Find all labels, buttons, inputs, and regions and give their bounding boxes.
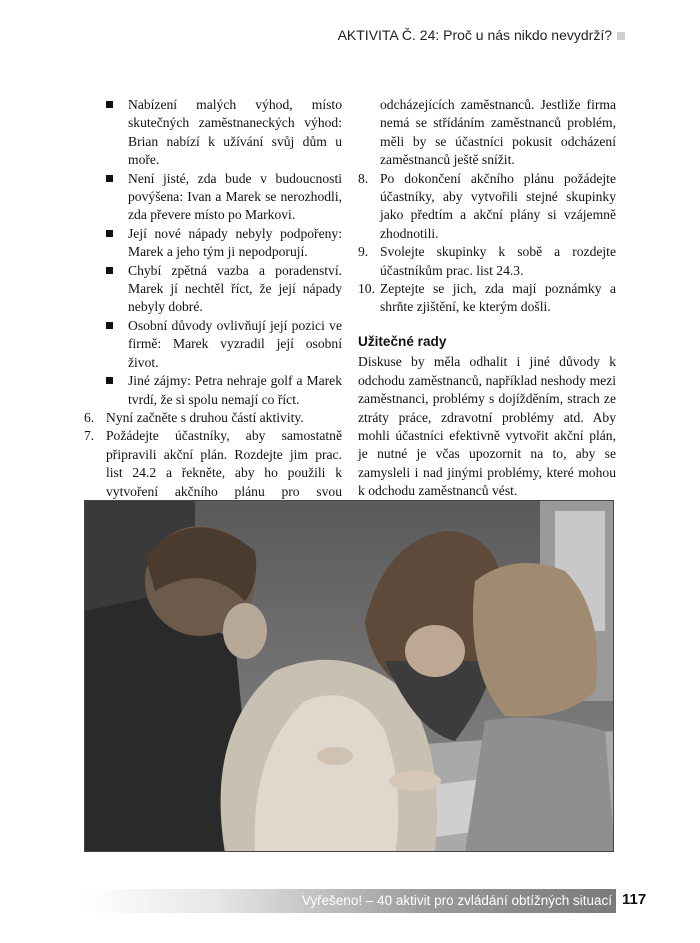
- bullet-list: [84, 96, 342, 409]
- header-square-icon: [617, 32, 625, 40]
- running-header: AKTIVITA Č. 24: Proč u nás nikdo nevydrží?: [337, 27, 612, 43]
- step-text: Po dokončení akčního plánu požádejte účastníky, aby vytvořili stejné skupinky jako předtím a akční plány si vzájemně zhodnotili.: [380, 170, 616, 241]
- numbered-step-6: [84, 409, 342, 427]
- step-number: 9.: [358, 244, 369, 260]
- footer-book-title: Vyřešeno! – 40 aktivit pro zvládání obtížných situací: [301, 893, 612, 908]
- left-column: [84, 96, 342, 538]
- list-item: Osobní důvody ovlivňují její pozici ve firmě: Marek vyzradil její osobní život.: [84, 317, 342, 372]
- step-7-continuation: odcházejících zaměstnanců. Jestliže firma nemá se střídáním zaměstnanců problém, měli by se účastníci pokusit odcházení zaměstnanců ještě snížit.: [380, 97, 616, 168]
- numbered-step-10: [358, 280, 616, 317]
- list-item: Jiné zájmy: Petra nehraje golf a Marek tvrdí, že si spolu nemají co říct.: [84, 372, 342, 409]
- section-heading: Užitečné rady: [358, 333, 447, 349]
- step-text: Zeptejte se jich, zda mají poznámky a shrňte zjištění, ke kterým došli.: [380, 281, 616, 315]
- bullet-square-icon: [106, 322, 113, 329]
- list-item: Není jisté, zda bude v budoucnosti povýšena: Ivan a Marek se nerozhodli, zda převere místo po Markovi.: [84, 170, 342, 225]
- bullet-square-icon: [106, 101, 113, 108]
- numbered-step-9: [358, 243, 616, 280]
- group-photo: [84, 500, 614, 852]
- bullet-square-icon: [106, 175, 113, 182]
- bullet-square-icon: [106, 377, 113, 384]
- step-number: 8.: [358, 170, 369, 186]
- list-item: Její nové nápady nebyly podpořeny: Marek a jeho tým ji nepodporují.: [84, 225, 342, 262]
- step-text: Svolejte skupinky k sobě a rozdejte účastníkům prac. list 24.3.: [380, 244, 616, 278]
- step-text: Požádejte účastníky, aby samostatně připravili akční plán. Rozdejte jim prac. list 24.2 a řekněte, aby ho použili k vytvoření akčního plánu pro svou: [106, 428, 342, 499]
- page-number: 117: [622, 891, 647, 908]
- bullet-square-icon: [106, 230, 113, 237]
- step-number: 10.: [358, 281, 375, 297]
- numbered-step-8: [358, 170, 616, 244]
- list-item: Chybí zpětná vazba a poradenství. Marek jí nechtěl říct, že její nápady nebyly dobré.: [84, 262, 342, 317]
- bullet-square-icon: [106, 267, 113, 274]
- step-text: Nyní začněte s druhou částí aktivity.: [106, 409, 304, 425]
- list-item: Nabízení malých výhod, místo skutečných zaměstnaneckých výhod: Brian nabízí k užívání svůj dům u moře.: [84, 96, 342, 170]
- step-number: 6.: [84, 409, 95, 425]
- right-column: [358, 96, 616, 501]
- step-number: 7.: [84, 428, 95, 444]
- section-paragraph: Diskuse by měla odhalit i jiné důvody k odchodu zaměstnanců, například neshody mezi zaměstnanci, problémy s dojížděním, strach ze ztráty práce, zdravotní problémy atd. Aby mohli účastníci efektivně vytvořit akční plán, je nutné je včas upozornit na to, aby se zamysleli i nad jinými problémy, které mohou k odchodu zaměstnanců vést.: [358, 354, 616, 499]
